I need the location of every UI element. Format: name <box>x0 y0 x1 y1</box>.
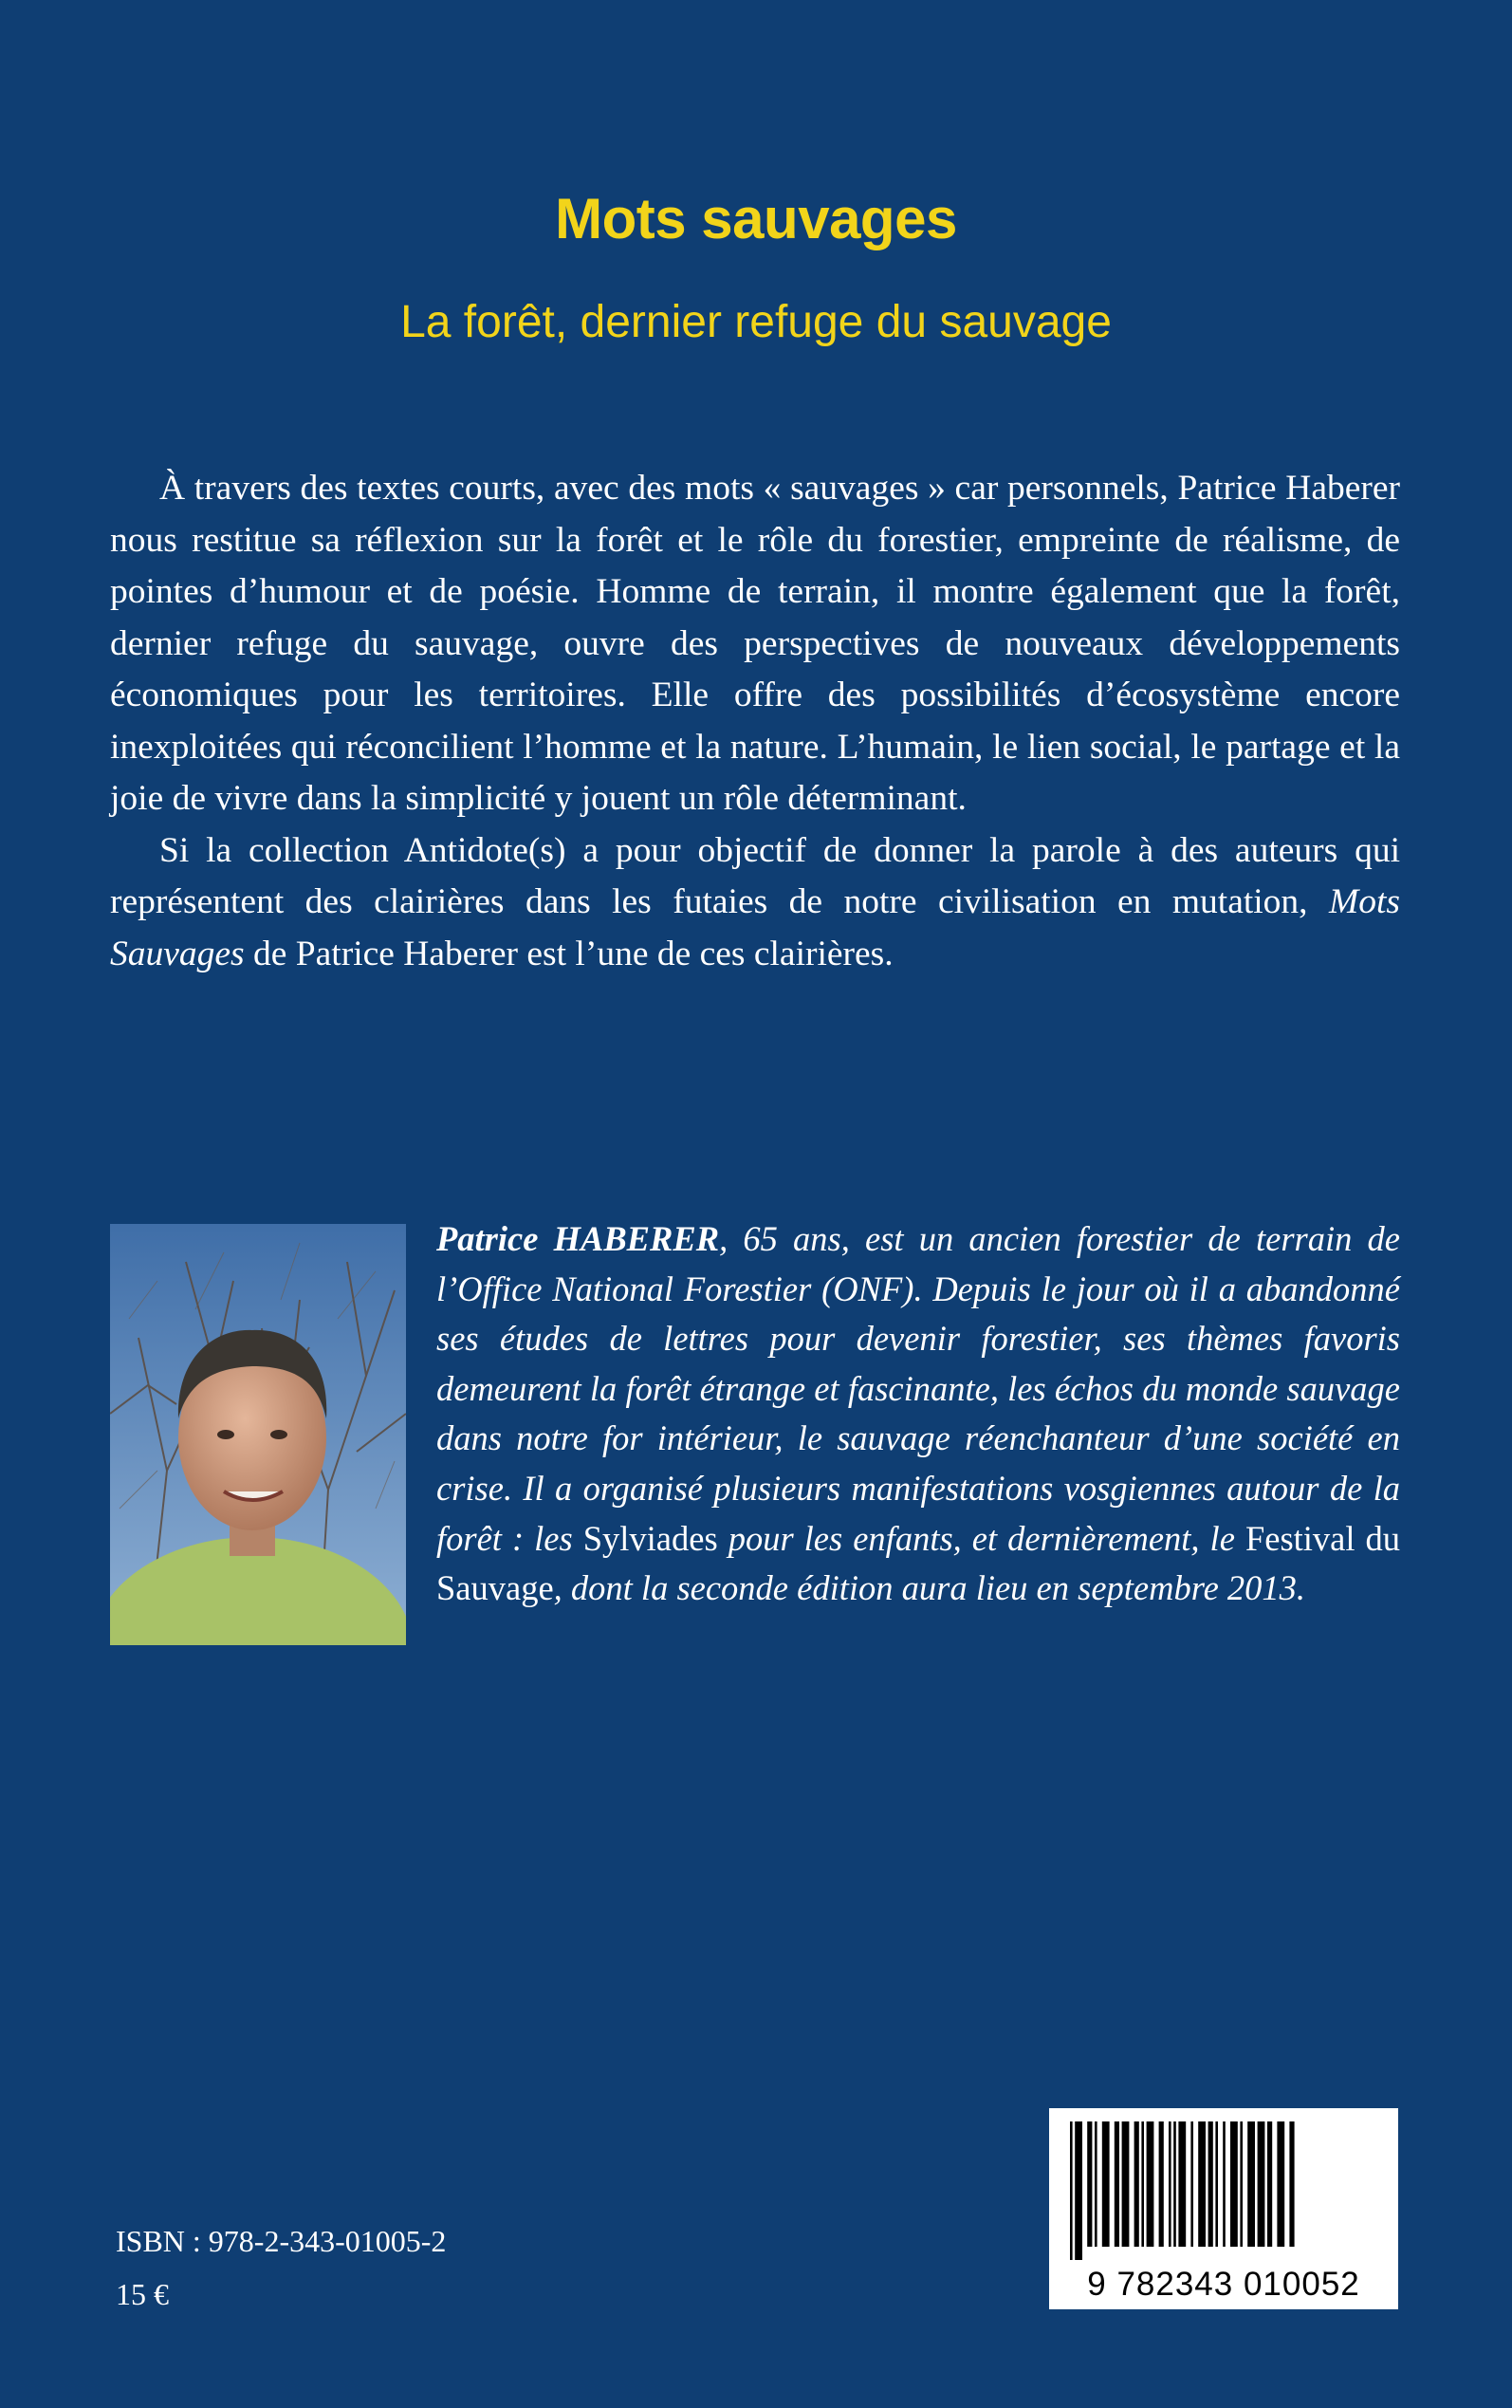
barcode-bar <box>1115 2121 1119 2247</box>
barcode-bar <box>1169 2121 1171 2247</box>
author-bio-part-1: , 65 ans, est un ancien forestier de terrain de l’Office National Forestier (ONF). Depuis le jour où il a abandonné ses études de lettres pour devenir forestier, ses thèmes favoris demeurent la forêt étrange et fascinante, les échos du monde sauvage dans notre for intérieur, le sauvage réenchanteur d’une société en crise. Il a organisé plusieurs manifestations vosgiennes autour de la forêt : les <box>436 1219 1400 1558</box>
barcode-bar <box>1173 2121 1176 2247</box>
barcode-bar <box>1198 2121 1206 2247</box>
barcode-bar <box>1070 2121 1073 2260</box>
barcode-bar <box>1230 2121 1238 2247</box>
author-photo <box>110 1224 406 1645</box>
price-label: 15 € <box>116 2277 169 2311</box>
barcode-bar <box>1102 2121 1110 2247</box>
barcode-bar <box>1267 2121 1272 2247</box>
barcode-bar <box>1095 2121 1097 2247</box>
barcode-bar <box>1258 2121 1265 2247</box>
barcode-bar <box>1159 2121 1164 2247</box>
barcode-bar <box>1141 2121 1144 2247</box>
barcode-bar <box>1289 2121 1294 2247</box>
barcode-bar <box>1087 2121 1092 2247</box>
barcode-bar <box>1223 2121 1226 2247</box>
barcode-bar <box>1247 2121 1255 2247</box>
blurb-paragraph-1: À travers des textes courts, avec des mots « sauvages » car personnels, Patrice Haberer nous restitue sa réflexion sur la forêt et le rôle du forestier, empreinte de réalisme, de pointes d’humour et de poésie. Homme de terrain, il montre également que la forêt, dernier refuge du sauvage, ouvre des perspectives de nouveaux développements économiques pour les territoires. Elle offre des possibilités d’écosystème encore inexploitées qui réconcilient l’homme et la nature. L’humain, le lien social, le partage et la joie de vivre dans la simplicité y jouent un rôle déterminant. <box>110 469 1400 818</box>
blurb-paragraph-2 <box>110 825 1400 981</box>
barcode-bar <box>1147 2121 1154 2247</box>
barcode-number: 9 782343 010052 <box>1087 2266 1360 2303</box>
event-festival: Festival du Sauvage <box>436 1518 1401 1608</box>
book-subtitle: La forêt, dernier refuge du sauvage <box>400 297 1112 347</box>
barcode-bar <box>1208 2121 1213 2247</box>
blurb-p2-start: Si la collection Antidote(s) a pour objectif de donner la parole à des auteurs qui représentent des clairières dans les futaies de notre civilisation en mutation, <box>110 830 1400 921</box>
author-bio <box>436 1214 1400 1614</box>
barcode-bar <box>1190 2121 1193 2247</box>
author-name: Patrice HABERER <box>436 1219 720 1258</box>
barcode-bar <box>1178 2121 1186 2247</box>
blurb-book-title: Mots Sauvages <box>110 882 1401 973</box>
barcode-bar <box>1215 2121 1218 2247</box>
barcode-bar <box>1240 2121 1243 2247</box>
barcode-bar <box>1122 2121 1130 2247</box>
barcode-bar <box>1277 2121 1284 2247</box>
blurb-p2-end: de Patrice Haberer est l’une de ces clairières. <box>253 934 894 973</box>
event-sylviades: Sylviades <box>582 1518 718 1558</box>
barcode <box>1049 2108 1398 2309</box>
barcode-bar <box>1134 2121 1139 2247</box>
barcode-bar <box>1075 2121 1082 2260</box>
book-blurb <box>110 463 1400 980</box>
author-bio-part-2: pour les enfants, et dernièrement, le <box>728 1518 1235 1558</box>
barcode-bars <box>1049 2108 1398 2260</box>
isbn-label: ISBN : 978-2-343-01005-2 <box>116 2224 447 2258</box>
author-bio-part-3: , dont la seconde édition aura lieu en septembre 2013. <box>553 1568 1306 1608</box>
book-title: Mots sauvages <box>555 187 957 250</box>
